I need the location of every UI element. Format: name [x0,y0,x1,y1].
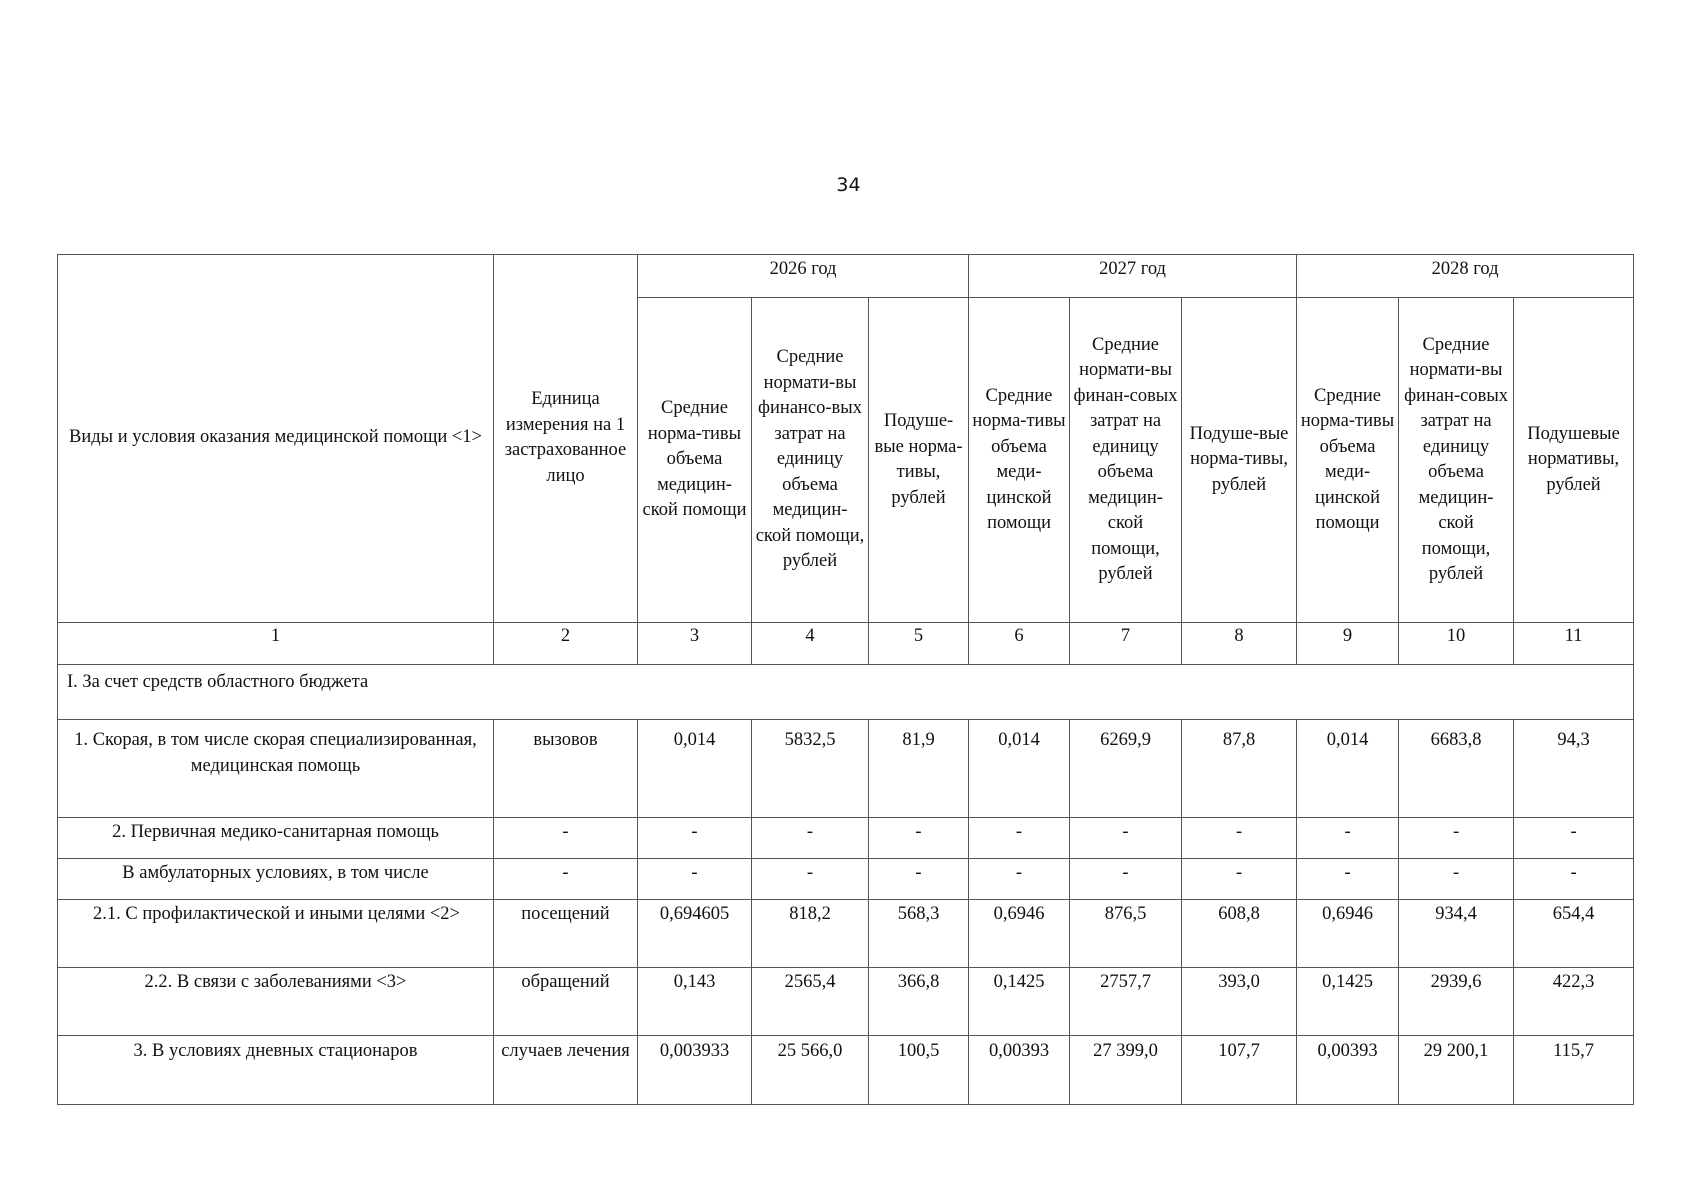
cell-value: 654,4 [1514,900,1634,968]
header-percapita-2028: Подушевые нормативы, рублей [1514,298,1634,623]
cell-value: 27 399,0 [1070,1036,1182,1105]
row-name: 2.2. В связи с заболеваниями <3> [58,968,494,1036]
cell-value: - [1297,859,1399,900]
header-cost-2027: Средние нормати-вы финан-совых затрат на единицу объема медицин-ской помощи, рублей [1070,298,1182,623]
cell-value: - [869,818,969,859]
section-title: I. За счет средств областного бюджета [58,665,1634,720]
table-row [58,968,1634,1036]
cell-value: 0,003933 [638,1036,752,1105]
cell-value: 2565,4 [752,968,869,1036]
cell-value: 25 566,0 [752,1036,869,1105]
cell-value: 5832,5 [752,720,869,818]
cell-value: 0,694605 [638,900,752,968]
header-col-unit: Единица измерения на 1 застрахованное лицо [494,255,638,623]
row-name: 1. Скорая, в том числе скорая специализированная, медицинская помощь [58,720,494,818]
cell-value: 6683,8 [1399,720,1514,818]
row-unit: обращений [494,968,638,1036]
header-year-2028: 2028 год [1297,255,1634,298]
cell-value: 2757,7 [1070,968,1182,1036]
cell-value: 0,1425 [1297,968,1399,1036]
column-number: 1 [58,623,494,665]
cell-value: 87,8 [1182,720,1297,818]
cell-value: 0,1425 [969,968,1070,1036]
cell-value: 94,3 [1514,720,1634,818]
cell-value: - [1182,859,1297,900]
cell-value: - [969,859,1070,900]
header-year-2026: 2026 год [638,255,969,298]
cell-value: - [1399,818,1514,859]
row-unit: случаев лечения [494,1036,638,1105]
norms-table [57,254,1634,1105]
table-row [58,720,1634,818]
row-unit: - [494,818,638,859]
cell-value: 6269,9 [1070,720,1182,818]
header-cost-2028: Средние нормати-вы финан-совых затрат на единицу объема медицин-ской помощи, рублей [1399,298,1514,623]
header-year-row [58,255,1634,298]
cell-value: 0,014 [969,720,1070,818]
row-name: 2. Первичная медико-санитарная помощь [58,818,494,859]
page-number: 34 [836,174,861,196]
header-volume-2027: Средние норма-тивы объема меди-цинской помощи [969,298,1070,623]
cell-value: 2939,6 [1399,968,1514,1036]
column-number: 5 [869,623,969,665]
cell-value: - [1070,859,1182,900]
header-col-kinds: Виды и условия оказания медицинской помощи <1> [58,255,494,623]
cell-value: - [752,859,869,900]
column-number: 2 [494,623,638,665]
row-unit: - [494,859,638,900]
header-percapita-2026: Подуше-вые норма-тивы, рублей [869,298,969,623]
table-row [58,1036,1634,1105]
column-number: 9 [1297,623,1399,665]
cell-value: 422,3 [1514,968,1634,1036]
cell-value: 0,014 [1297,720,1399,818]
section-row [58,665,1634,720]
cell-value: 0,6946 [1297,900,1399,968]
table-row [58,900,1634,968]
cell-value: 29 200,1 [1399,1036,1514,1105]
column-number: 3 [638,623,752,665]
header-cost-2026: Средние нормати-вы финансо-вых затрат на единицу объема медицин-ской помощи, рублей [752,298,869,623]
cell-value: 100,5 [869,1036,969,1105]
header-percapita-2027: Подуше-вые норма-тивы, рублей [1182,298,1297,623]
table-row [58,818,1634,859]
column-number: 8 [1182,623,1297,665]
cell-value: - [969,818,1070,859]
row-name: 2.1. С профилактической и иными целями <2> [58,900,494,968]
header-volume-2026: Средние норма-тивы объема медицин-ской помощи [638,298,752,623]
cell-value: - [1182,818,1297,859]
cell-value: - [1399,859,1514,900]
cell-value: 608,8 [1182,900,1297,968]
cell-value: 115,7 [1514,1036,1634,1105]
cell-value: - [1070,818,1182,859]
cell-value: 0,00393 [1297,1036,1399,1105]
cell-value: - [638,818,752,859]
cell-value: 876,5 [1070,900,1182,968]
cell-value: 934,4 [1399,900,1514,968]
row-unit: посещений [494,900,638,968]
cell-value: - [1514,859,1634,900]
cell-value: 107,7 [1182,1036,1297,1105]
header-volume-2028: Средние норма-тивы объема меди-цинской помощи [1297,298,1399,623]
cell-value: - [638,859,752,900]
column-number: 6 [969,623,1070,665]
cell-value: 393,0 [1182,968,1297,1036]
cell-value: 0,014 [638,720,752,818]
cell-value: 81,9 [869,720,969,818]
table-row [58,859,1634,900]
column-number: 4 [752,623,869,665]
cell-value: - [752,818,869,859]
column-number: 10 [1399,623,1514,665]
cell-value: 0,143 [638,968,752,1036]
cell-value: 568,3 [869,900,969,968]
cell-value: 0,00393 [969,1036,1070,1105]
column-number: 11 [1514,623,1634,665]
cell-value: - [1297,818,1399,859]
row-name: В амбулаторных условиях, в том числе [58,859,494,900]
cell-value: 366,8 [869,968,969,1036]
cell-value: - [869,859,969,900]
column-number-row [58,623,1634,665]
row-name: 3. В условиях дневных стационаров [58,1036,494,1105]
column-number: 7 [1070,623,1182,665]
header-year-2027: 2027 год [969,255,1297,298]
cell-value: 818,2 [752,900,869,968]
cell-value: - [1514,818,1634,859]
cell-value: 0,6946 [969,900,1070,968]
row-unit: вызовов [494,720,638,818]
